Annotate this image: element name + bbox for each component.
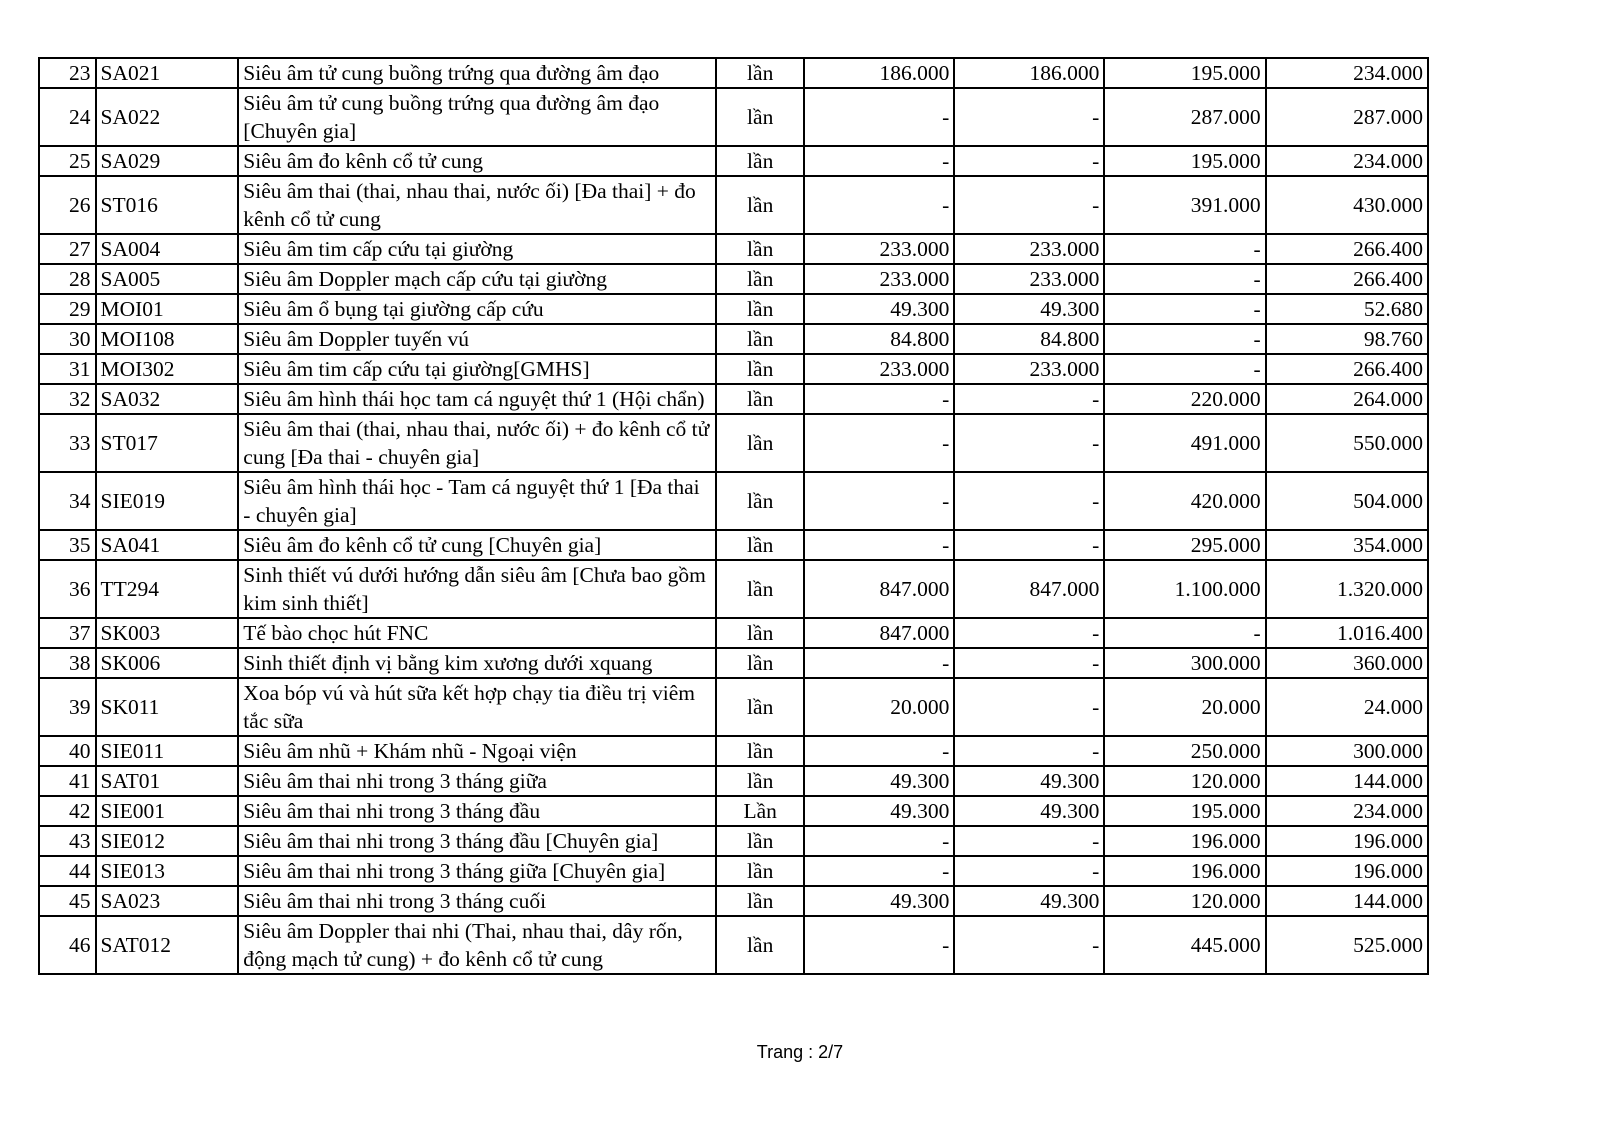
table-row — [39, 58, 1428, 88]
row-number-cell: 38 — [39, 648, 96, 678]
price-2-cell: - — [954, 678, 1104, 736]
price-2-cell: 49.300 — [954, 796, 1104, 826]
table-row — [39, 264, 1428, 294]
table-row — [39, 886, 1428, 916]
service-code-cell: SAT01 — [96, 766, 239, 796]
price-table — [38, 57, 1429, 975]
unit-cell: lần — [716, 886, 804, 916]
price-4-cell: 266.400 — [1266, 354, 1428, 384]
price-1-cell: 49.300 — [804, 766, 954, 796]
price-1-cell: - — [804, 648, 954, 678]
service-code-cell: ST016 — [96, 176, 239, 234]
table-row — [39, 324, 1428, 354]
row-number-cell: 23 — [39, 58, 96, 88]
price-1-cell: 233.000 — [804, 354, 954, 384]
service-name-cell: Siêu âm đo kênh cổ tử cung — [238, 146, 716, 176]
price-1-cell: - — [804, 856, 954, 886]
table-row — [39, 384, 1428, 414]
price-2-cell: - — [954, 176, 1104, 234]
price-1-cell: 49.300 — [804, 886, 954, 916]
row-number-cell: 27 — [39, 234, 96, 264]
row-number-cell: 26 — [39, 176, 96, 234]
row-number-cell: 40 — [39, 736, 96, 766]
service-code-cell: ST017 — [96, 414, 239, 472]
price-1-cell: 186.000 — [804, 58, 954, 88]
price-2-cell: - — [954, 648, 1104, 678]
price-2-cell: 49.300 — [954, 294, 1104, 324]
service-name-cell: Tế bào chọc hút FNC — [238, 618, 716, 648]
price-2-cell: - — [954, 384, 1104, 414]
table-row — [39, 678, 1428, 736]
table-row — [39, 294, 1428, 324]
price-4-cell: 144.000 — [1266, 886, 1428, 916]
service-name-cell: Siêu âm thai nhi trong 3 tháng giữa [Chuyên gia] — [238, 856, 716, 886]
price-3-cell: - — [1104, 294, 1265, 324]
service-code-cell: SAT012 — [96, 916, 239, 974]
row-number-cell: 37 — [39, 618, 96, 648]
price-3-cell: 120.000 — [1104, 766, 1265, 796]
service-name-cell: Siêu âm hình thái học - Tam cá nguyệt thứ 1 [Đa thai - chuyên gia] — [238, 472, 716, 530]
service-code-cell: TT294 — [96, 560, 239, 618]
price-3-cell: 391.000 — [1104, 176, 1265, 234]
row-number-cell: 45 — [39, 886, 96, 916]
price-2-cell: - — [954, 826, 1104, 856]
price-1-cell: - — [804, 916, 954, 974]
price-2-cell: - — [954, 530, 1104, 560]
price-4-cell: 504.000 — [1266, 472, 1428, 530]
unit-cell: lần — [716, 176, 804, 234]
price-2-cell: - — [954, 414, 1104, 472]
price-3-cell: - — [1104, 264, 1265, 294]
price-1-cell: - — [804, 146, 954, 176]
service-name-cell: Siêu âm Doppler tuyến vú — [238, 324, 716, 354]
price-1-cell: 49.300 — [804, 294, 954, 324]
row-number-cell: 42 — [39, 796, 96, 826]
service-name-cell: Siêu âm ổ bụng tại giường cấp cứu — [238, 294, 716, 324]
price-2-cell: - — [954, 472, 1104, 530]
table-row — [39, 530, 1428, 560]
price-4-cell: 196.000 — [1266, 856, 1428, 886]
table-row — [39, 146, 1428, 176]
price-2-cell: 233.000 — [954, 234, 1104, 264]
price-4-cell: 287.000 — [1266, 88, 1428, 146]
price-4-cell: 264.000 — [1266, 384, 1428, 414]
price-2-cell: 233.000 — [954, 354, 1104, 384]
row-number-cell: 41 — [39, 766, 96, 796]
price-3-cell: 195.000 — [1104, 146, 1265, 176]
price-4-cell: 24.000 — [1266, 678, 1428, 736]
price-4-cell: 354.000 — [1266, 530, 1428, 560]
service-name-cell: Siêu âm nhũ + Khám nhũ - Ngoại viện — [238, 736, 716, 766]
service-name-cell: Siêu âm tử cung buồng trứng qua đường âm đạo — [238, 58, 716, 88]
service-code-cell: SIE012 — [96, 826, 239, 856]
price-3-cell: - — [1104, 354, 1265, 384]
table-row — [39, 736, 1428, 766]
price-2-cell: - — [954, 618, 1104, 648]
unit-cell: Lần — [716, 796, 804, 826]
service-name-cell: Siêu âm thai nhi trong 3 tháng đầu [Chuyên gia] — [238, 826, 716, 856]
price-3-cell: 20.000 — [1104, 678, 1265, 736]
price-4-cell: 430.000 — [1266, 176, 1428, 234]
service-name-cell: Siêu âm thai (thai, nhau thai, nước ối) [Đa thai] + đo kênh cổ tử cung — [238, 176, 716, 234]
price-3-cell: 1.100.000 — [1104, 560, 1265, 618]
service-code-cell: MOI302 — [96, 354, 239, 384]
price-3-cell: 195.000 — [1104, 58, 1265, 88]
row-number-cell: 25 — [39, 146, 96, 176]
price-3-cell: 250.000 — [1104, 736, 1265, 766]
unit-cell: lần — [716, 88, 804, 146]
price-1-cell: 84.800 — [804, 324, 954, 354]
price-4-cell: 525.000 — [1266, 916, 1428, 974]
price-2-cell: - — [954, 88, 1104, 146]
price-1-cell: - — [804, 826, 954, 856]
row-number-cell: 30 — [39, 324, 96, 354]
price-1-cell: 847.000 — [804, 618, 954, 648]
row-number-cell: 46 — [39, 916, 96, 974]
table-row — [39, 618, 1428, 648]
row-number-cell: 31 — [39, 354, 96, 384]
price-1-cell: - — [804, 384, 954, 414]
unit-cell: lần — [716, 826, 804, 856]
price-3-cell: 300.000 — [1104, 648, 1265, 678]
service-name-cell: Xoa bóp vú và hút sữa kết hợp chạy tia điều trị viêm tắc sữa — [238, 678, 716, 736]
service-code-cell: SA041 — [96, 530, 239, 560]
table-row — [39, 88, 1428, 146]
price-2-cell: - — [954, 736, 1104, 766]
row-number-cell: 36 — [39, 560, 96, 618]
price-4-cell: 266.400 — [1266, 234, 1428, 264]
price-2-cell: 233.000 — [954, 264, 1104, 294]
service-code-cell: SA032 — [96, 384, 239, 414]
service-code-cell: SK011 — [96, 678, 239, 736]
service-code-cell: SA029 — [96, 146, 239, 176]
page-number: Trang : 2/7 — [756, 1042, 844, 1062]
unit-cell: lần — [716, 766, 804, 796]
table-row — [39, 916, 1428, 974]
service-name-cell: Siêu âm Doppler mạch cấp cứu tại giường — [238, 264, 716, 294]
unit-cell: lần — [716, 384, 804, 414]
price-3-cell: 195.000 — [1104, 796, 1265, 826]
price-table-container — [38, 57, 1429, 975]
price-3-cell: - — [1104, 324, 1265, 354]
price-4-cell: 234.000 — [1266, 796, 1428, 826]
price-3-cell: 445.000 — [1104, 916, 1265, 974]
table-row — [39, 826, 1428, 856]
unit-cell: lần — [716, 736, 804, 766]
service-name-cell: Siêu âm Doppler thai nhi (Thai, nhau thai, dây rốn, động mạch tử cung) + đo kênh cổ tử cung — [238, 916, 716, 974]
price-4-cell: 550.000 — [1266, 414, 1428, 472]
price-1-cell: 847.000 — [804, 560, 954, 618]
price-3-cell: 287.000 — [1104, 88, 1265, 146]
unit-cell: lần — [716, 678, 804, 736]
service-code-cell: SIE011 — [96, 736, 239, 766]
price-3-cell: - — [1104, 618, 1265, 648]
table-row — [39, 354, 1428, 384]
price-2-cell: - — [954, 856, 1104, 886]
unit-cell: lần — [716, 648, 804, 678]
unit-cell: lần — [716, 146, 804, 176]
price-4-cell: 144.000 — [1266, 766, 1428, 796]
price-3-cell: 420.000 — [1104, 472, 1265, 530]
service-name-cell: Siêu âm thai nhi trong 3 tháng giữa — [238, 766, 716, 796]
service-code-cell: SA005 — [96, 264, 239, 294]
price-2-cell: - — [954, 916, 1104, 974]
service-code-cell: SA022 — [96, 88, 239, 146]
unit-cell: lần — [716, 618, 804, 648]
unit-cell: lần — [716, 530, 804, 560]
price-3-cell: 196.000 — [1104, 856, 1265, 886]
service-code-cell: SIE013 — [96, 856, 239, 886]
price-4-cell: 196.000 — [1266, 826, 1428, 856]
service-name-cell: Siêu âm tử cung buồng trứng qua đường âm đạo [Chuyên gia] — [238, 88, 716, 146]
price-3-cell: 196.000 — [1104, 826, 1265, 856]
service-name-cell: Sinh thiết vú dưới hướng dẫn siêu âm [Chưa bao gồm kim sinh thiết] — [238, 560, 716, 618]
service-name-cell: Siêu âm thai nhi trong 3 tháng cuối — [238, 886, 716, 916]
price-4-cell: 1.016.400 — [1266, 618, 1428, 648]
service-code-cell: SA021 — [96, 58, 239, 88]
price-2-cell: - — [954, 146, 1104, 176]
table-row — [39, 856, 1428, 886]
price-2-cell: 49.300 — [954, 766, 1104, 796]
table-body — [39, 58, 1428, 974]
service-code-cell: SK003 — [96, 618, 239, 648]
table-row — [39, 560, 1428, 618]
service-name-cell: Siêu âm tim cấp cứu tại giường[GMHS] — [238, 354, 716, 384]
service-name-cell: Siêu âm hình thái học tam cá nguyệt thứ 1 (Hội chẩn) — [238, 384, 716, 414]
price-4-cell: 300.000 — [1266, 736, 1428, 766]
table-row — [39, 414, 1428, 472]
row-number-cell: 34 — [39, 472, 96, 530]
unit-cell: lần — [716, 414, 804, 472]
row-number-cell: 24 — [39, 88, 96, 146]
table-row — [39, 472, 1428, 530]
row-number-cell: 44 — [39, 856, 96, 886]
price-1-cell: - — [804, 88, 954, 146]
service-code-cell: SIE019 — [96, 472, 239, 530]
row-number-cell: 29 — [39, 294, 96, 324]
price-1-cell: - — [804, 176, 954, 234]
row-number-cell: 43 — [39, 826, 96, 856]
price-1-cell: 20.000 — [804, 678, 954, 736]
table-row — [39, 796, 1428, 826]
service-code-cell: SA004 — [96, 234, 239, 264]
row-number-cell: 32 — [39, 384, 96, 414]
table-row — [39, 234, 1428, 264]
price-4-cell: 266.400 — [1266, 264, 1428, 294]
table-row — [39, 766, 1428, 796]
price-2-cell: 847.000 — [954, 560, 1104, 618]
unit-cell: lần — [716, 264, 804, 294]
service-name-cell: Siêu âm đo kênh cổ tử cung [Chuyên gia] — [238, 530, 716, 560]
price-1-cell: - — [804, 736, 954, 766]
unit-cell: lần — [716, 856, 804, 886]
service-name-cell: Sinh thiết định vị bằng kim xương dưới xquang — [238, 648, 716, 678]
service-code-cell: MOI108 — [96, 324, 239, 354]
service-name-cell: Siêu âm thai (thai, nhau thai, nước ối) + đo kênh cổ tử cung [Đa thai - chuyên gia] — [238, 414, 716, 472]
unit-cell: lần — [716, 234, 804, 264]
service-name-cell: Siêu âm thai nhi trong 3 tháng đầu — [238, 796, 716, 826]
price-3-cell: - — [1104, 234, 1265, 264]
price-3-cell: 120.000 — [1104, 886, 1265, 916]
service-code-cell: SK006 — [96, 648, 239, 678]
row-number-cell: 28 — [39, 264, 96, 294]
row-number-cell: 33 — [39, 414, 96, 472]
price-4-cell: 98.760 — [1266, 324, 1428, 354]
unit-cell: lần — [716, 560, 804, 618]
service-code-cell: MOI01 — [96, 294, 239, 324]
price-2-cell: 84.800 — [954, 324, 1104, 354]
unit-cell: lần — [716, 472, 804, 530]
unit-cell: lần — [716, 324, 804, 354]
unit-cell: lần — [716, 294, 804, 324]
service-code-cell: SA023 — [96, 886, 239, 916]
price-4-cell: 360.000 — [1266, 648, 1428, 678]
price-1-cell: 233.000 — [804, 234, 954, 264]
price-4-cell: 52.680 — [1266, 294, 1428, 324]
price-1-cell: - — [804, 414, 954, 472]
price-1-cell: - — [804, 530, 954, 560]
price-4-cell: 1.320.000 — [1266, 560, 1428, 618]
table-row — [39, 648, 1428, 678]
price-1-cell: 233.000 — [804, 264, 954, 294]
price-2-cell: 49.300 — [954, 886, 1104, 916]
price-2-cell: 186.000 — [954, 58, 1104, 88]
unit-cell: lần — [716, 916, 804, 974]
price-3-cell: 220.000 — [1104, 384, 1265, 414]
row-number-cell: 35 — [39, 530, 96, 560]
price-4-cell: 234.000 — [1266, 58, 1428, 88]
unit-cell: lần — [716, 354, 804, 384]
service-name-cell: Siêu âm tim cấp cứu tại giường — [238, 234, 716, 264]
price-1-cell: 49.300 — [804, 796, 954, 826]
table-row — [39, 176, 1428, 234]
price-3-cell: 491.000 — [1104, 414, 1265, 472]
price-1-cell: - — [804, 472, 954, 530]
row-number-cell: 39 — [39, 678, 96, 736]
unit-cell: lần — [716, 58, 804, 88]
price-3-cell: 295.000 — [1104, 530, 1265, 560]
service-code-cell: SIE001 — [96, 796, 239, 826]
price-4-cell: 234.000 — [1266, 146, 1428, 176]
